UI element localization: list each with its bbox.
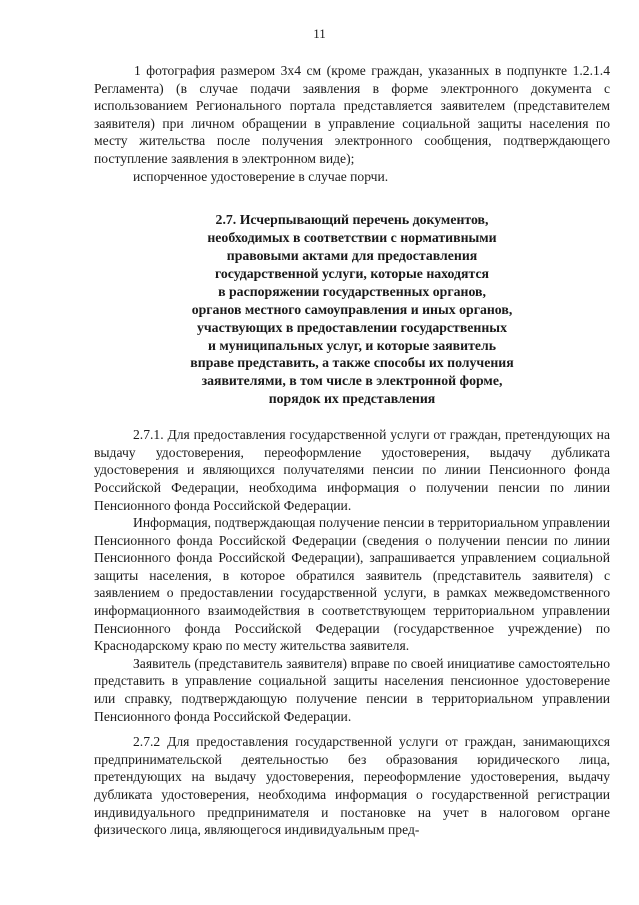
- paragraph-2-7-2: 2.7.2 Для предоставления государственной услуги от граждан, занимающихся предпринимательской деятельностью без образования юридического лица, претендующих на выдачу удостоверения, переоформление удостоверения, выдачу дубликата удостоверения, необходима информация о государственной регистрации индивидуального предпринимателя и постановке на учет в налоговом органе физического лица, являющегося индивидуальным пред-: [94, 734, 610, 838]
- heading-line: участвующих в предоставлении государственных: [197, 319, 507, 335]
- heading-line: 2.7. Исчерпывающий перечень документов,: [215, 212, 489, 228]
- paragraph-2-7-1: 2.7.1. Для предоставления государственной услуги от граждан, претендующих на выдачу удостоверения, переоформление удостоверения, выдачу дубликата удостоверения и являющихся получателями пенсии по линии Пенсионного фонда Российской Федерации, необходима информация о получении пенсии по линии Пенсионного фонда Российской Федерации.: [94, 427, 610, 513]
- damaged-certificate-paragraph: испорченное удостоверение в случае порчи.: [133, 168, 389, 184]
- paragraph-pension-info: Информация, подтверждающая получение пенсии в территориальном управлении Пенсионного фонда Российской Федерации (сведения о получении пенсии по линии Пенсионного фонда Российской Федерации), запрашивается управлением социальной защиты населения, в которое обратился заявитель (представитель заявителя) с заявлением о предоставлении государственной услуги, в рамках межведомственного информационного взаимодействия в соответствующем территориальном управлении Пенсионного фонда Российской Федерации (государственное учреждение) по Краснодарскому краю по месту жительства заявителя.: [94, 515, 610, 654]
- heading-line: в распоряжении государственных органов,: [218, 283, 486, 299]
- photo-requirement-paragraph: 1 фотография размером 3х4 см (кроме граждан, указанных в подпункте 1.2.1.4 Регламента) (в случае подачи заявления в форме электронного документа с использованием Регионального портала представляется заявителем (представителем заявителя) при личном обращении в управление социальной защиты населения по месту жительства после получения электронного сообщения, подтверждающего поступление заявления в электронном виде);: [94, 63, 610, 166]
- heading-line: правовыми актами для предоставления: [226, 247, 478, 263]
- heading-line: вправе представить, а также способы их получения: [190, 355, 514, 371]
- heading-line: органов местного самоуправления и иных органов,: [191, 301, 513, 317]
- heading-line: заявителями, в том числе в электронной форме,: [201, 373, 503, 389]
- page-content: [94, 62, 610, 839]
- paragraph-applicant-right: Заявитель (представитель заявителя) вправе по своей инициативе самостоятельно представить в управление социальной защиты населения пенсионное удостоверение или справку, подтверждающую получение пенсии в территориальном управлении Пенсионного фонда Российской Федерации.: [94, 655, 610, 724]
- page-number: 11: [313, 26, 326, 41]
- heading-line: порядок их представления: [268, 391, 436, 407]
- heading-line: необходимых в соответствии с нормативными: [207, 230, 497, 246]
- heading-line: и муниципальных услуг, и которые заявитель: [207, 337, 497, 353]
- heading-line: государственной услуги, которые находятся: [214, 265, 490, 281]
- section-heading-2-7: [94, 211, 610, 408]
